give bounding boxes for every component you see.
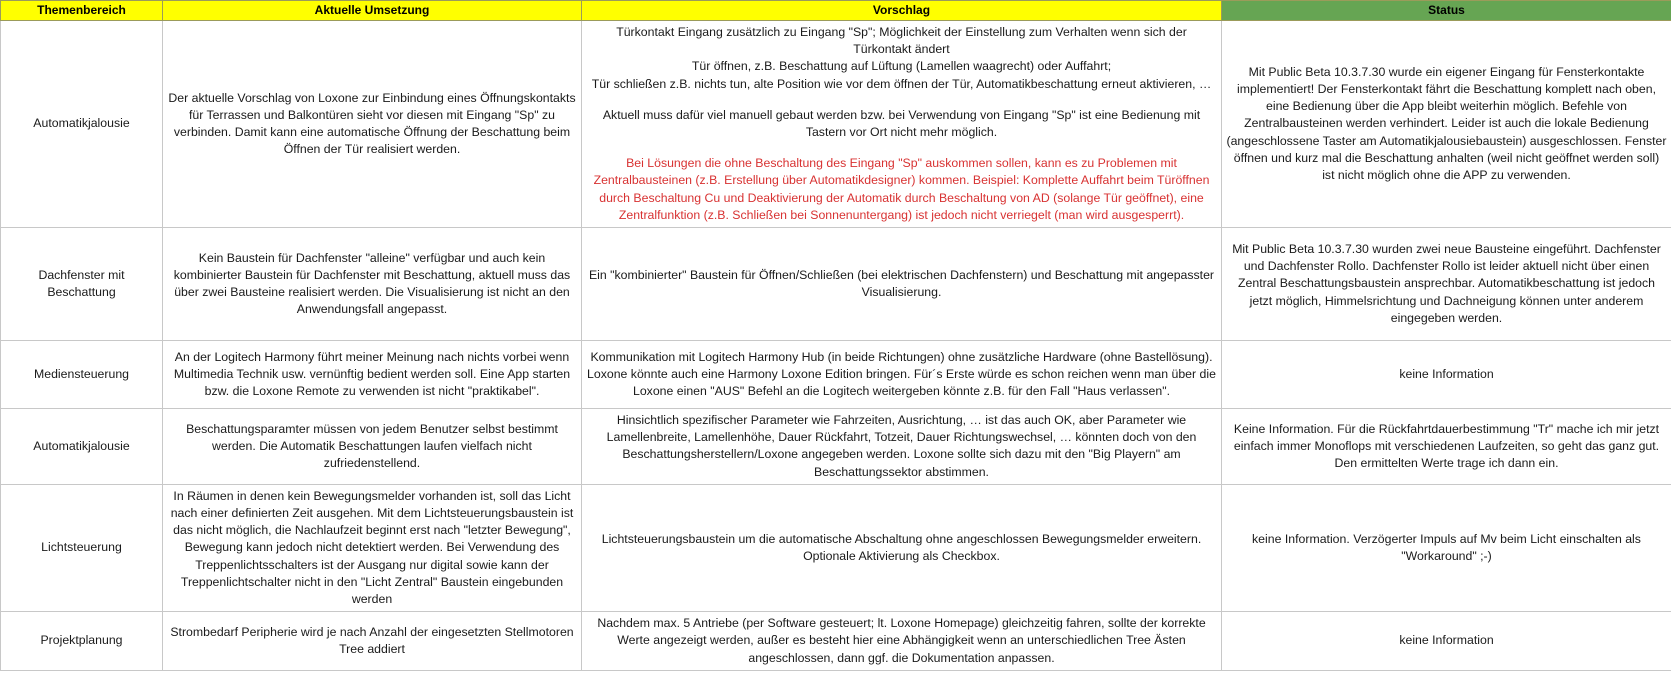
cell-paragraph: In Räumen in denen kein Bewegungsmelder vorhanden ist, soll das Licht nach einer definierten Zeit ausgehen. Mit dem Lichtsteuerungsbaustein ist das nicht möglich, die Nachlaufzeit beginnt erst nach "letzter Bewegung", Bewegung kann jedoch nicht detektiert werden. Bei Verwendung des Treppenlichtsschalters ist der Ausgang nur digital sowie kann der Treppenlichtschalter nicht in den "Licht Zentral" Baustein eingebunden werden — [170, 488, 574, 607]
cell-themenbereich[interactable]: Projektplanung — [1, 612, 163, 671]
cell-aktuelle-umsetzung[interactable] — [163, 21, 582, 228]
cell-themenbereich[interactable]: Automatikjalousie — [1, 21, 163, 228]
cell-paragraph: An der Logitech Harmony führt meiner Meinung nach nichts vorbei wenn Multimedia Technik usw. vernünftig bedient werden soll. Eine App starten bzw. die Loxone Remote zu verwenden ist nicht "praktikabel". — [173, 349, 571, 399]
column-header-aktuelle-umsetzung[interactable]: Aktuelle Umsetzung — [163, 1, 582, 21]
cell-paragraph-warning: Bei Lösungen die ohne Beschaltung des Eingang "Sp" auskommen sollen, kann es zu Problemen mit Zentralbausteinen (z.B. Erstellung über Automatikdesigner) kommen. Beispiel: Komplette Auffahrt beim Türöffnen durch Beschaltung Cu und Deaktivierung der Automatik durch Beschaltung von AD (solange Tür geöffnet), eine Zentralfunktion (z.B. Schließen bei Sonnenuntergang) ist jedoch nicht verriegelt (man wird ausgesperrt). — [593, 156, 1210, 222]
cell-paragraph: Kommunikation mit Logitech Harmony Hub (in beide Richtungen) ohne zusätzliche Hardware (ohne Bastellösung). Loxone könnte auch eine Harmony Loxone Edition bringen. Für´s Erste würde es schon reichen wenn man über die Loxone einen "AUS" Befehl an die Logitech weitergeben könnte z.B. für den Fall "Haus verlassen". — [587, 349, 1216, 399]
table-body — [1, 21, 1671, 671]
cell-paragraph: Der aktuelle Vorschlag von Loxone zur Einbindung eines Öffnungskontakts für Terrassen und Balkontüren sieht vor diesen mit Eingang "Sp" zu verbinden. Damit kann eine automatische Öffnung der Beschattung beim Öffnen der Tür realisiert werden. — [168, 90, 576, 157]
table-row — [1, 612, 1671, 671]
cell-vorschlag[interactable] — [582, 612, 1222, 671]
cell-paragraph: Türkontakt Eingang zusätzlich zu Eingang "Sp"; Möglichkeit der Einstellung zum Verhalten wenn sich der Türkontakt ändert Tür öffnen, z.B. Beschattung auf Lüftung (Lamellen waagrecht) oder Auffahrt; Tür schließen z.B. nichts tun, alte Position wie vor dem öffnen der Tür, Automatikbeschattung erneut aktivieren, … — [591, 25, 1212, 91]
cell-paragraph: Beschattungsparamter müssen von jedem Benutzer selbst bestimmt werden. Die Automatik Beschattungen laufen vielfach nicht zufriedenstellend. — [186, 421, 558, 471]
cell-aktuelle-umsetzung[interactable] — [163, 612, 582, 671]
table-header — [1, 1, 1671, 21]
cell-paragraph: Strombedarf Peripherie wird je nach Anzahl der eingesetzten Stellmotoren Tree addiert — [170, 624, 574, 657]
table-row — [1, 341, 1671, 409]
table-row — [1, 21, 1671, 228]
cell-themenbereich[interactable]: Lichtsteuerung — [1, 484, 163, 611]
cell-themenbereich[interactable]: Mediensteuerung — [1, 341, 163, 409]
cell-aktuelle-umsetzung[interactable] — [163, 409, 582, 485]
cell-vorschlag[interactable] — [582, 484, 1222, 611]
cell-paragraph: Kein Baustein für Dachfenster "alleine" verfügbar und auch kein kombinierter Baustein für Dachfenster mit Beschattung, aktuell muss das über zwei Bausteine realisiert werden. Die Visualisierung ist nicht an den Anwendungsfall angepasst. — [173, 250, 571, 317]
cell-vorschlag[interactable] — [582, 228, 1222, 341]
table-row — [1, 228, 1671, 341]
cell-themenbereich[interactable]: Dachfenster mit Beschattung — [1, 228, 163, 341]
table-row — [1, 484, 1671, 611]
cell-themenbereich[interactable]: Automatikjalousie — [1, 409, 163, 485]
cell-aktuelle-umsetzung[interactable] — [163, 341, 582, 409]
cell-aktuelle-umsetzung[interactable] — [163, 484, 582, 611]
cell-vorschlag[interactable] — [582, 409, 1222, 485]
cell-aktuelle-umsetzung[interactable] — [163, 228, 582, 341]
cell-paragraph: Aktuell muss dafür viel manuell gebaut werden bzw. bei Verwendung von Eingang "Sp" ist eine Bedienung mit Tastern vor Ort nicht mehr möglich. — [602, 107, 1201, 140]
table-row — [1, 409, 1671, 485]
cell-status[interactable]: keine Information. Verzögerter Impuls auf Mv beim Licht einschalten als "Workaround" ;-) — [1222, 484, 1671, 611]
column-header-vorschlag[interactable]: Vorschlag — [582, 1, 1222, 21]
cell-paragraph: Nachdem max. 5 Antriebe (per Software gesteuert; lt. Loxone Homepage) gleichzeitig fahren, sollte der korrekte Werte angezeigt werden, außer es besteht hier eine Abhängigkeit wenn an unterschiedlichen Tree Ästen angeschlossen, dann ggf. die Dokumentation anpassen. — [597, 616, 1206, 665]
cell-paragraph: Hinsichtlich spezifischer Parameter wie Fahrzeiten, Ausrichtung, … ist das auch OK, aber Parameter wie Lamellenbreite, Lamellenhöhe, Dauer Rückfahrt, Totzeit, Dauer Richtungswechsel, … könnten doch von den Beschattungsherstellern/Loxone angegeben werden. Loxone sollte sich dazu mit den "Big Playern" am Beschattungssektor abstimmen. — [606, 413, 1197, 479]
column-header-status[interactable]: Status — [1222, 1, 1671, 21]
cell-status[interactable]: keine Information — [1222, 612, 1671, 671]
cell-status[interactable]: Mit Public Beta 10.3.7.30 wurde ein eigener Eingang für Fensterkontakte implementiert! Der Fensterkontakt fährt die Beschattung komplett nach oben, eine Bedienung über die App bleibt weiterhin möglich. Befehle von Zentralbausteinen werden verhindert. Leider ist auch die lokale Bedienung (angeschlossene Taster am Automatikjalousiebaustein) ausgeschlossen. Fenster öffnen und kurz mal die Beschattung anhalten (weil nicht geöffnet werden soll) ist nicht möglich ohne die APP zu verwenden. — [1222, 21, 1671, 228]
cell-status[interactable]: Mit Public Beta 10.3.7.30 wurden zwei neue Bausteine eingeführt. Dachfenster und Dachfenster Rollo. Dachfenster Rollo ist leider aktuell nicht über einen Zentral Beschattungsbaustein ansprechbar. Automatikbeschattung ist jedoch jetzt möglich, Himmelsrichtung und Dachneigung können unter anderem eingegeben werden. — [1222, 228, 1671, 341]
cell-vorschlag[interactable] — [582, 341, 1222, 409]
cell-paragraph: Ein "kombinierter" Baustein für Öffnen/Schließen (bei elektrischen Dachfenstern) und Beschattung mit angepasster Visualisierung. — [588, 267, 1215, 300]
cell-status[interactable]: keine Information — [1222, 341, 1671, 409]
cell-paragraph: Lichtsteuerungsbaustein um die automatische Abschaltung ohne angeschlossen Bewegungsmelder erweitern. Optionale Aktivierung als Checkbox. — [601, 531, 1202, 564]
header-row — [1, 1, 1671, 21]
cell-vorschlag[interactable] — [582, 21, 1222, 228]
column-header-themenbereich[interactable]: Themenbereich — [1, 1, 163, 21]
cell-status[interactable]: Keine Information. Für die Rückfahrtdauerbestimmung "Tr" mache ich mir jetzt einfach immer Monoflops mit verschiedenen Laufzeiten, so geht das ganz gut. Den ermittelten Werte trage ich dann ein. — [1222, 409, 1671, 485]
